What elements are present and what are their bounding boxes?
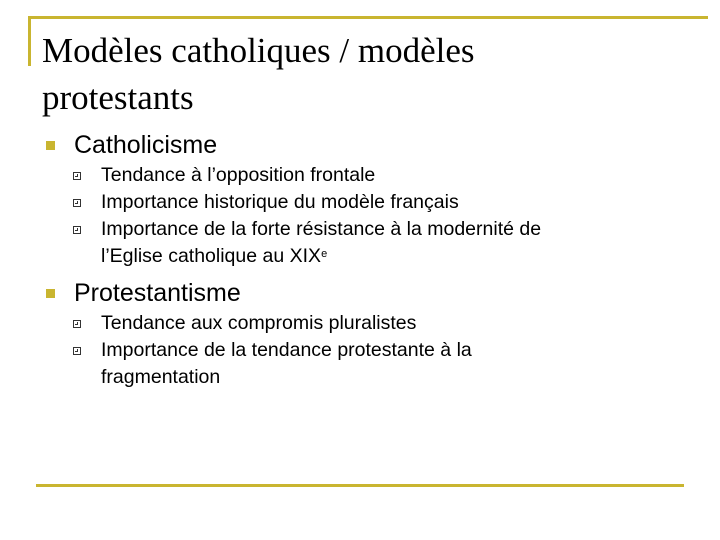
list-item-text: l’Eglise catholique au XIX [101,245,322,267]
section-heading-catholicisme: Catholicisme [74,131,218,159]
section-heading-protestantisme: Protestantisme [74,279,241,307]
list-item: Tendance aux compromis pluralistes [101,312,417,334]
title-line-2: protestants [42,78,194,117]
list-item-continuation [101,245,701,268]
title-line-1: Modèles catholiques / modèles [42,31,475,70]
bottom-rule [36,484,684,487]
list-item: Importance historique du modèle français [101,191,459,213]
square-bullet-icon [46,141,55,150]
list-item: Importance de la tendance protestante à la [101,339,472,361]
square-bullet-icon [46,289,55,298]
list-item: Importance de la forte résistance à la modernité de [101,218,542,240]
checkbox-bullet-icon [73,199,81,207]
superscript-e: e [321,248,328,260]
checkbox-bullet-icon [73,226,81,234]
checkbox-bullet-icon [73,347,81,355]
checkbox-bullet-icon [73,320,81,328]
list-item: Tendance à l’opposition frontale [101,164,376,186]
checkbox-bullet-icon [73,172,81,180]
list-item-continuation: fragmentation [101,366,221,388]
